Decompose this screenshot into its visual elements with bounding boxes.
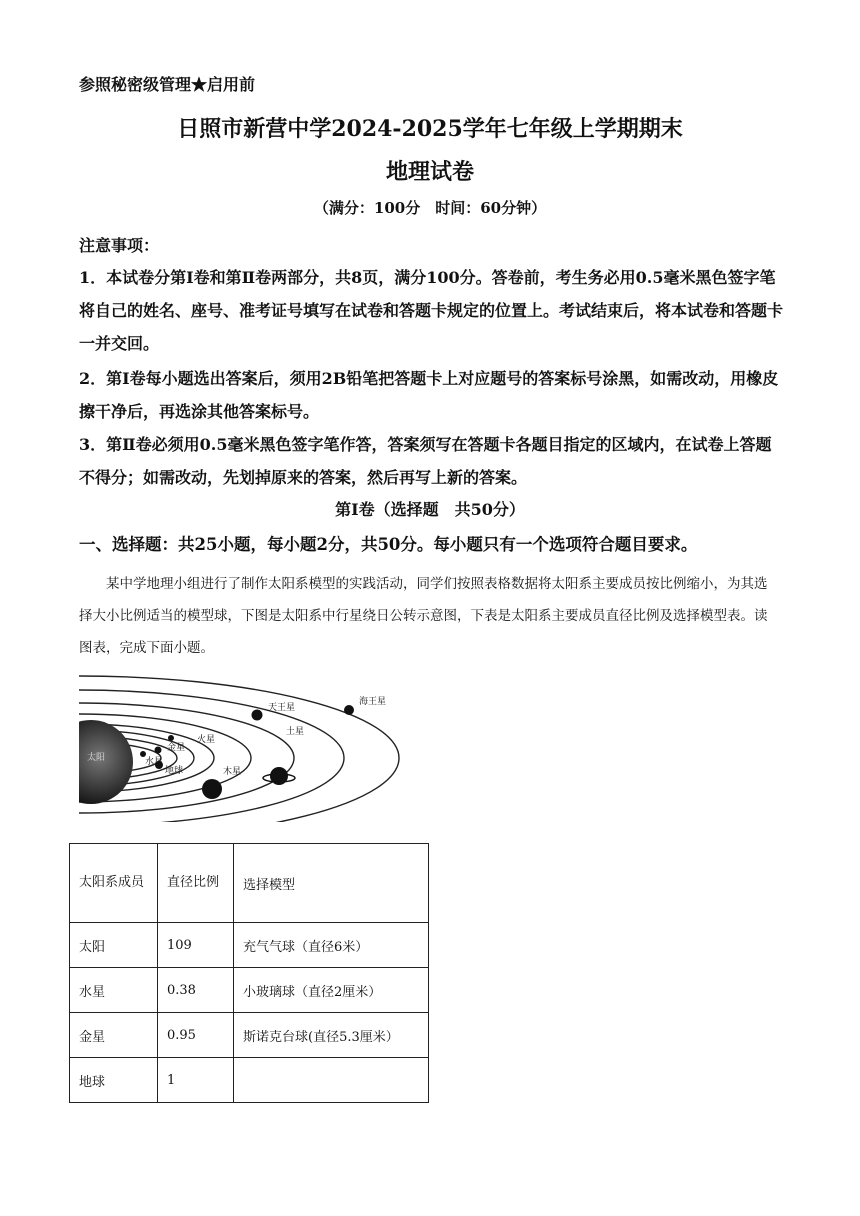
table-cell: 109 [158,923,234,968]
notice-item-3: 3．第Ⅱ卷必须用0.5毫米黑色签字笔作答，答案须写在答题卡各题目指定的区域内，在试卷上答题不得分；如需改动，先划掉原来的答案，然后再写上新的答案。 [79,435,772,487]
notice-heading: 注意事项： [79,236,160,255]
table-cell: 小玻璃球（直径2厘米） [234,968,429,1013]
solar-system-figure [79,672,429,822]
section-title: 第Ⅰ卷（选择题 共50分） [335,500,525,519]
planet-mars [168,735,174,741]
label-jupiter: 木星 [223,767,242,777]
question-intro: 某中学地理小组进行了制作太阳系模型的实践活动，同学们按照表格数据将太阳系主要成员按比例缩小，为其选择大小比例适当的模型球，下图是太阳系中行星绕日公转示意图，下表是太阳系主要成员直径比例及选择模型表。读图表，完成下面小题。 [79,576,768,656]
table-cell: 金星 [70,1013,158,1058]
secret-mark: 参照秘密级管理★启用前 [79,75,256,94]
table-row [70,923,429,968]
planet-neptune [344,705,354,715]
table-header-row [70,844,429,923]
table-cell: 0.95 [158,1013,234,1058]
planet-venus [155,747,162,754]
planet-uranus [252,710,263,721]
label-uranus: 天王星 [268,703,296,713]
label-venus: 金星 [167,743,186,753]
table-cell [234,1058,429,1103]
label-neptune: 海王星 [359,697,387,707]
notice-item-1: 1．本试卷分第Ⅰ卷和第Ⅱ卷两部分，共8页，满分100分。答卷前，考生务必用0.5毫米黑色签字笔将自己的姓名、座号、准考证号填写在试卷和答题卡规定的位置上。考试结束后，将本试卷和答题卡一并交回。 [79,268,784,353]
table-cell: 斯诺克台球(直径5.3厘米） [234,1013,429,1058]
label-earth: 地球 [165,766,184,776]
table-header-cell: 选择模型 [234,844,429,923]
planet-jupiter [202,779,222,799]
table-cell: 0.38 [158,968,234,1013]
table-cell: 充气气球（直径6米） [234,923,429,968]
table-header-cell: 直径比例 [158,844,234,923]
notice-item-2: 2．第Ⅰ卷每小题选出答案后，须用2B铅笔把答题卡上对应题号的答案标号涂黑，如需改动，用橡皮擦干净后，再选涂其他答案标号。 [79,369,779,421]
label-saturn: 土星 [286,727,305,737]
question-heading: 一、选择题：共25小题，每小题2分，共50分。每小题只有一个选项符合题目要求。 [79,535,698,554]
exam-subtitle: 地理试卷 [385,159,474,185]
planet-model-table [69,843,429,1103]
table-cell: 水星 [70,968,158,1013]
label-sun: 太阳 [87,753,106,763]
exam-meta: （满分：100分 时间：60分钟） [313,199,547,217]
table-row [70,968,429,1013]
label-mars: 火星 [197,735,216,745]
table-row [70,1013,429,1058]
exam-title: 日照市新营中学2024-2025学年七年级上学期期末 [177,116,683,142]
table-cell: 太阳 [70,923,158,968]
table-row [70,1058,429,1103]
table-cell: 1 [158,1058,234,1103]
planet-saturn [270,767,288,785]
label-mercury: 水星 [145,757,164,767]
table-header-cell: 太阳系成员 [70,844,158,923]
table-cell: 地球 [70,1058,158,1103]
